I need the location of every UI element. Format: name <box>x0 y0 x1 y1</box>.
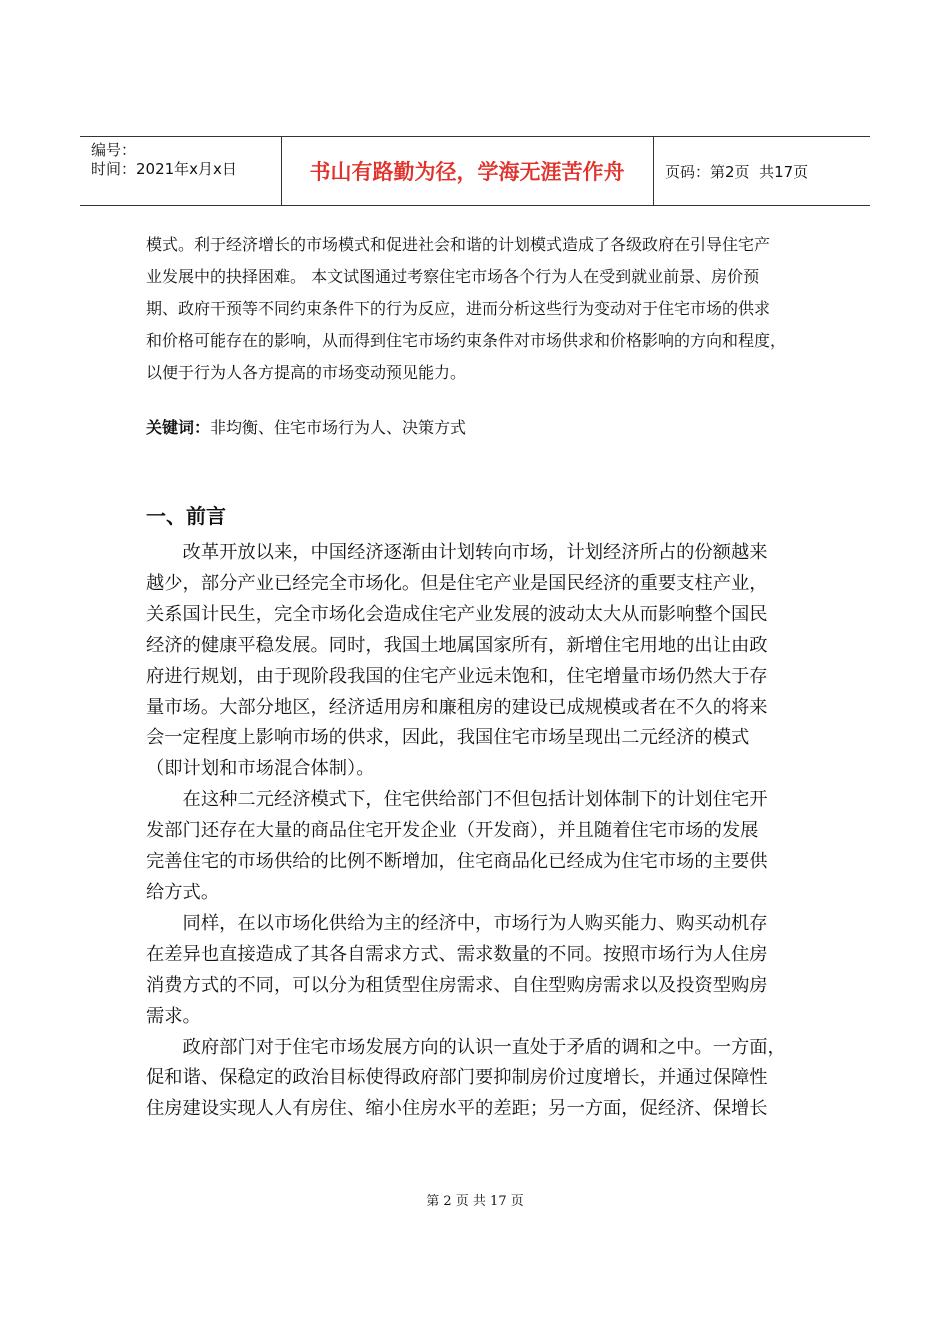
abstract-text <box>146 229 830 389</box>
paragraph-line: （即计划和市场混合体制）。 <box>146 758 375 780</box>
paragraph-line: 改革开放以来，中国经济逐渐由计划转向市场，计划经济所占的份额越来 <box>146 542 768 563</box>
paragraph-line: 需求。 <box>146 1005 201 1027</box>
header-page-code: 页码：第2页 共17页 <box>665 162 809 181</box>
paragraph-line: 越少，部分产业已经完全市场化。但是住宅产业是国民经济的重要支柱产业， <box>146 572 768 594</box>
section-title: 一、前言 <box>146 504 226 528</box>
paragraph-line: 关系国计民生，完全市场化会造成住宅产业发展的波动太大从而影响整个国民 <box>146 603 768 625</box>
paragraph-line: 促和谐、保稳定的政治目标使得政府部门要抑制房价过度增长，并通过保障性 <box>146 1067 768 1089</box>
paragraph-line: 府进行规划，由于现阶段我国的住宅产业远未饱和，住宅增量市场仍然大于存 <box>146 665 768 687</box>
introduction-body <box>146 538 836 1125</box>
abstract-line: 业发展中的抉择困难。 本文试图通过考察住宅市场各个行为人在受到就业前景、房价预 <box>146 267 760 286</box>
paragraph-line: 发部门还存在大量的商品住宅开发企业（开发商），并且随着住宅市场的发展 <box>146 820 759 842</box>
abstract-line: 模式。利于经济增长的市场模式和促进社会和谐的计划模式造成了各级政府在引导住宅产 <box>146 235 771 254</box>
header-meta <box>91 141 237 179</box>
paragraph-line: 经济的健康平稳发展。同时，我国土地属国家所有，新增住宅用地的出让由政 <box>146 634 768 656</box>
paragraph-line: 给方式。 <box>146 881 220 903</box>
paragraph-line: 消费方式的不同，可以分为租赁型住房需求、自住型购房需求以及投资型购房 <box>146 974 768 996</box>
keywords-line <box>146 412 830 444</box>
keywords-text: 非均衡、住宅市场行为人、决策方式 <box>210 418 467 437</box>
paragraph-line: 在这种二元经济模式下，住宅供给部门不但包括计划体制下的计划住宅开 <box>146 789 768 811</box>
document-time-label: 时间：2021年x月x日 <box>91 160 237 178</box>
paragraph-line: 住房建设实现人人有房住、缩小住房水平的差距；另一方面，促经济、保增长 <box>146 1098 768 1120</box>
keywords-label: 关键词： <box>146 418 211 437</box>
paragraph-line: 政府部门对于住宅市场发展方向的认识一直处于矛盾的调和之中。一方面， <box>146 1036 786 1058</box>
abstract-line: 和价格可能存在的影响，从而得到住宅市场约束条件对市场供求和价格影响的方向和程度， <box>146 331 787 350</box>
abstract-line: 以便于行为人各方提高的市场变动预见能力。 <box>146 363 467 382</box>
paragraph-line: 会一定程度上影响市场的供求，因此，我国住宅市场呈现出二元经济的模式 <box>146 727 750 749</box>
paragraph-line: 量市场。大部分地区，经济适用房和廉租房的建设已成规模或者在不久的将来 <box>146 696 768 718</box>
document-number-label: 编号： <box>91 141 137 159</box>
page-footer: 第 2 页 共 17 页 <box>426 1194 524 1209</box>
header-table <box>80 136 870 206</box>
paragraph-line: 在差异也直接造成了其各自需求方式、需求数量的不同。按照市场行为人住房 <box>146 943 768 965</box>
paragraph-line: 完善住宅的市场供给的比例不断增加，住宅商品化已经成为住宅市场的主要供 <box>146 851 768 873</box>
header-divider <box>653 137 654 205</box>
paragraph-line: 同样，在以市场化供给为主的经济中，市场行为人购买能力、购买动机存 <box>146 912 768 934</box>
header-motto: 书山有路勤为径，学海无涯苦作舟 <box>309 160 625 184</box>
abstract-line: 期、政府干预等不同约束条件下的行为反应，进而分析这些行为变动对于住宅市场的供求 <box>146 299 771 318</box>
